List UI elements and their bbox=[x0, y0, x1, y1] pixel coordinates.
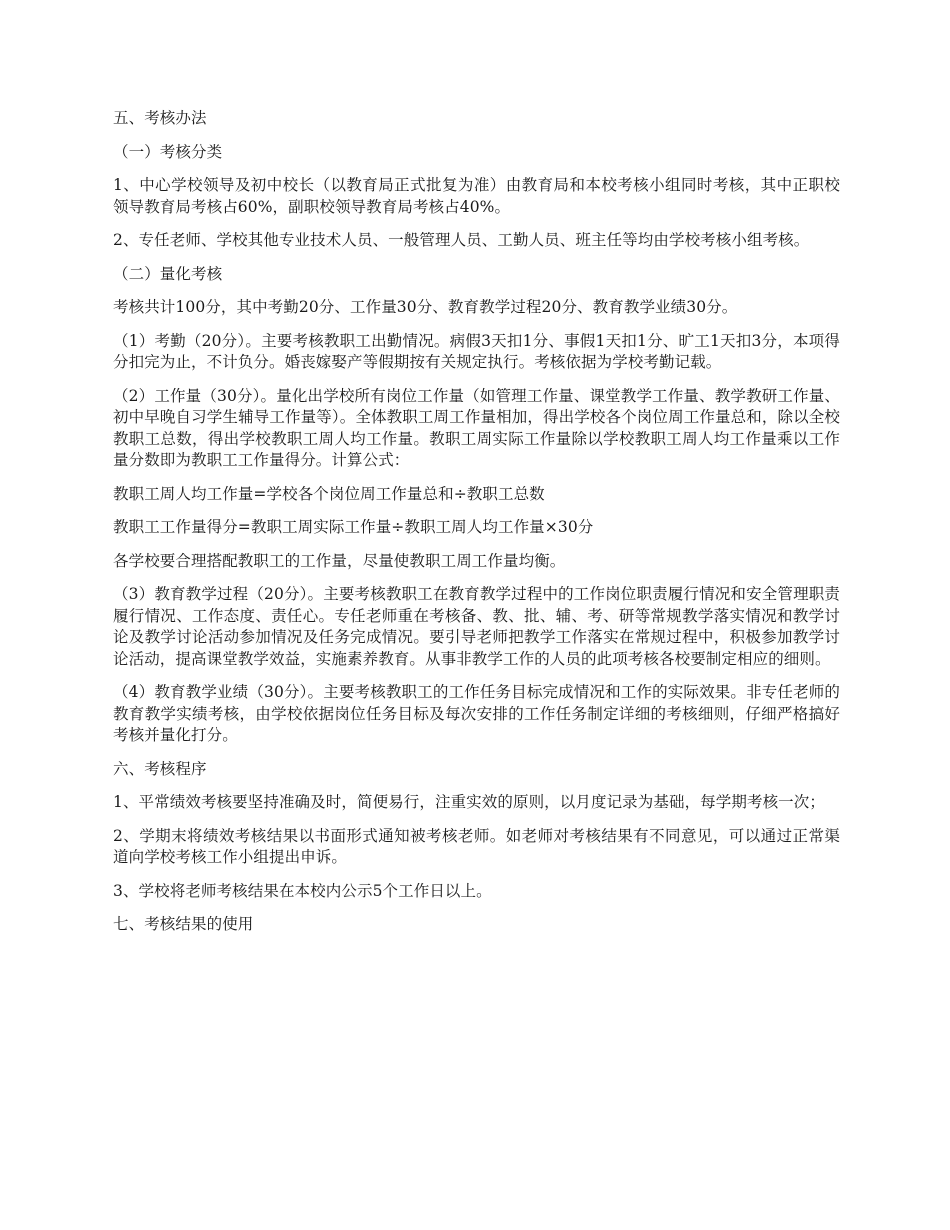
paragraph-teaching-performance: （4）教育教学业绩（30分）。主要考核教职工的工作任务目标完成情况和工作的实际效果。非专任老师的教育教学实绩考核，由学校依据岗位任务目标及每次安排的工作任务制定详细的考核细则，仔细严格搞好考核并量化打分。 bbox=[113, 683, 840, 744]
section-heading-assessment-procedure: 六、考核程序 bbox=[113, 759, 207, 778]
subsection-heading-quantified-assessment: （二）量化考核 bbox=[113, 264, 223, 283]
section-heading-assessment-methods: 五、考核办法 bbox=[113, 109, 207, 127]
paragraph-procedure-publication: 3、学校将老师考核结果在本校内公示5个工作日以上。 bbox=[113, 881, 492, 900]
paragraph-workload-balance: 各学校要合理搭配教职工的工作量，尽量使教职工周工作量均衡。 bbox=[113, 551, 566, 570]
subsection-heading-assessment-categories: （一）考核分类 bbox=[113, 142, 223, 161]
paragraph-staff-assessment: 2、专任老师、学校其他专业技术人员、一般管理人员、工勤人员、班主任等均由学校考核小组考核。 bbox=[113, 231, 810, 249]
paragraph-procedure-notification: 2、学期末将绩效考核结果以书面形式通知被考核老师。如老师对考核结果有不同意见，可以通过正常渠道向学校考核工作小组提出申诉。 bbox=[113, 826, 840, 866]
paragraph-teaching-process: （3）教育教学过程（20分）。主要考核教职工在教育教学过程中的工作岗位职责履行情况和安全管理职责履行情况、工作态度、责任心。专任老师重在考核备、教、批、辅、考、研等常规教学落实情况和教学讨论及教学讨论活动参加情况及任务完成情况。要引导老师把教学工作落实在常规过程中，积极参加教学讨论活动，提高课堂教学效益，实施素养教育。从事非教学工作的人员的此项考核各校要制定相应的细则。 bbox=[113, 585, 840, 668]
paragraph-score-breakdown: 考核共计100分，其中考勤20分、工作量30分、教育教学过程20分、教育教学业绩30分。 bbox=[113, 298, 738, 316]
paragraph-leadership-assessment: 1、中心学校领导及初中校长（以教育局正式批复为准）由教育局和本校考核小组同时考核，其中正职校领导教育局考核占60%，副职校领导教育局考核占40%。 bbox=[113, 176, 840, 216]
section-heading-results-usage: 七、考核结果的使用 bbox=[113, 915, 254, 933]
formula-workload-score: 教职工工作量得分=教职工周实际工作量÷教职工周人均工作量×30分 bbox=[113, 518, 594, 536]
paragraph-attendance: （1）考勤（20分）。主要考核教职工出勤情况。病假3天扣1分、事假1天扣1分、旷工1天扣3分，本项得分扣完为止，不计负分。婚丧嫁娶产等假期按有关规定执行。考核依据为学校考勤记载。 bbox=[113, 331, 840, 371]
document-page bbox=[113, 108, 840, 948]
formula-average-workload: 教职工周人均工作量=学校各个岗位周工作量总和÷教职工总数 bbox=[113, 484, 545, 503]
paragraph-workload: （2）工作量（30分）。量化出学校所有岗位工作量（如管理工作量、课堂教学工作量、教学教研工作量、初中早晚自习学生辅导工作量等）。全体教职工周工作量相加，得出学校各个岗位周工作量总和，除以全校教职工总数，得出学校教职工周人均工作量。教职工周实际工作量除以学校教职工周人均工作量乘以工作量分数即为教职工工作量得分。计算公式： bbox=[113, 386, 840, 469]
paragraph-procedure-routine: 1、平常绩效考核要坚持准确及时，简便易行，注重实效的原则，以月度记录为基础，每学期考核一次； bbox=[113, 793, 825, 811]
